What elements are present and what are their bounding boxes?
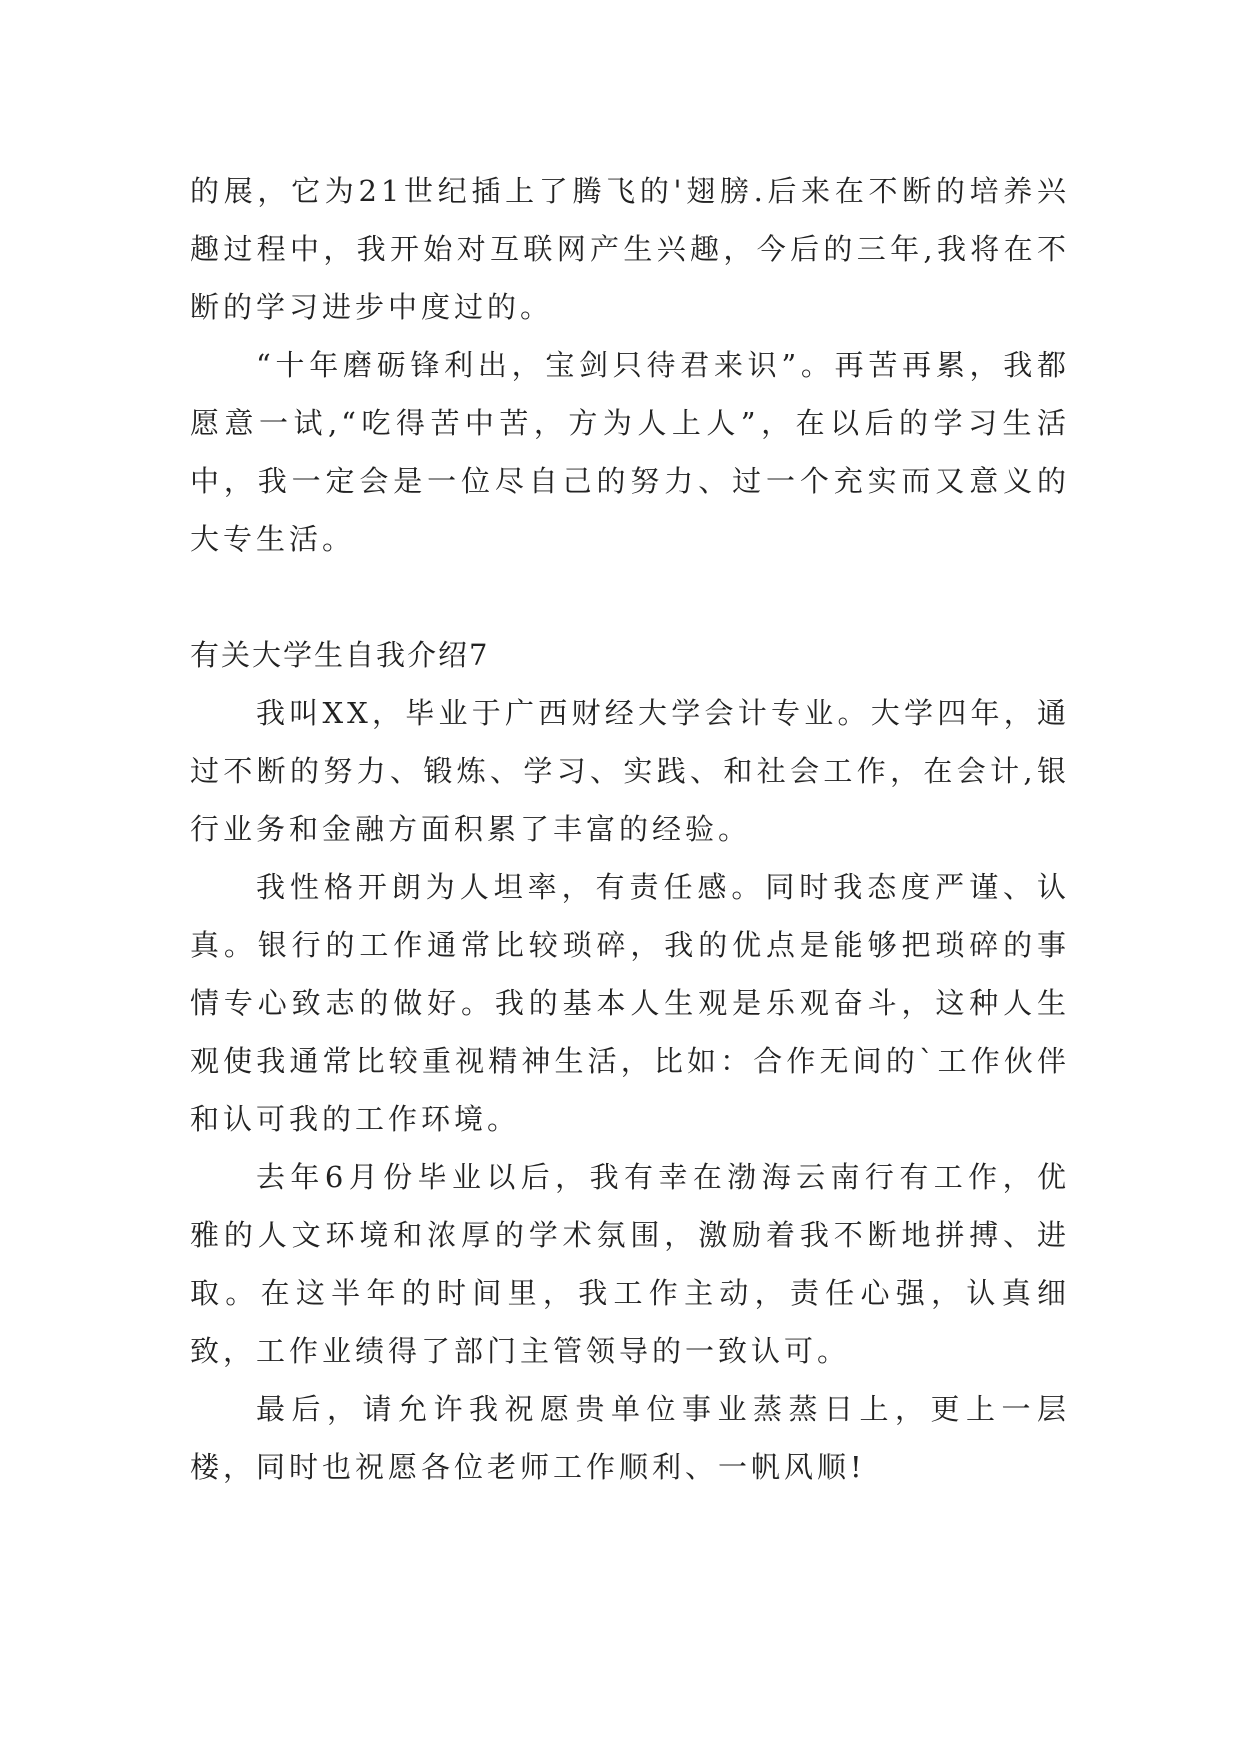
paragraph-intro: 我叫XX，毕业于广西财经大学会计专业。大学四年，通过不断的努力、锻炼、学习、实践、和社会工作，在会计,银行业务和金融方面积累了丰富的经验。 <box>190 696 1070 846</box>
paragraph-closing: 最后，请允许我祝愿贵单位事业蒸蒸日上，更上一层楼，同时也祝愿各位老师工作顺利、一帆风顺! <box>190 1392 1070 1484</box>
paragraph-quote: “十年磨砺锋利出，宝剑只待君来识”。再苦再累，我都愿意一试,“吃得苦中苦，方为人上人”，在以后的学习生活中，我一定会是一位尽自己的努力、过一个充实而又意义的大专生活。 <box>190 348 1070 556</box>
paragraph-continuation: 的展，它为21世纪插上了腾飞的'翅膀.后来在不断的培养兴趣过程中，我开始对互联网产生兴趣，今后的三年,我将在不断的学习进步中度过的。 <box>190 174 1070 324</box>
section-title: 有关大学生自我介绍7 <box>190 638 490 672</box>
paragraph-personality: 我性格开朗为人坦率，有责任感。同时我态度严谨、认真。银行的工作通常比较琐碎，我的优点是能够把琐碎的事情专心致志的做好。我的基本人生观是乐观奋斗，这种人生观使我通常比较重视精神生活，比如：合作无间的`工作伙伴和认可我的工作环境。 <box>190 870 1070 1136</box>
document-body <box>190 162 1070 1496</box>
paragraph-work-experience: 去年6月份毕业以后，我有幸在渤海云南行有工作，优雅的人文环境和浓厚的学术氛围，激励着我不断地拼搏、进取。在这半年的时间里，我工作主动，责任心强，认真细致，工作业绩得了部门主管领导的一致认可。 <box>190 1160 1070 1368</box>
